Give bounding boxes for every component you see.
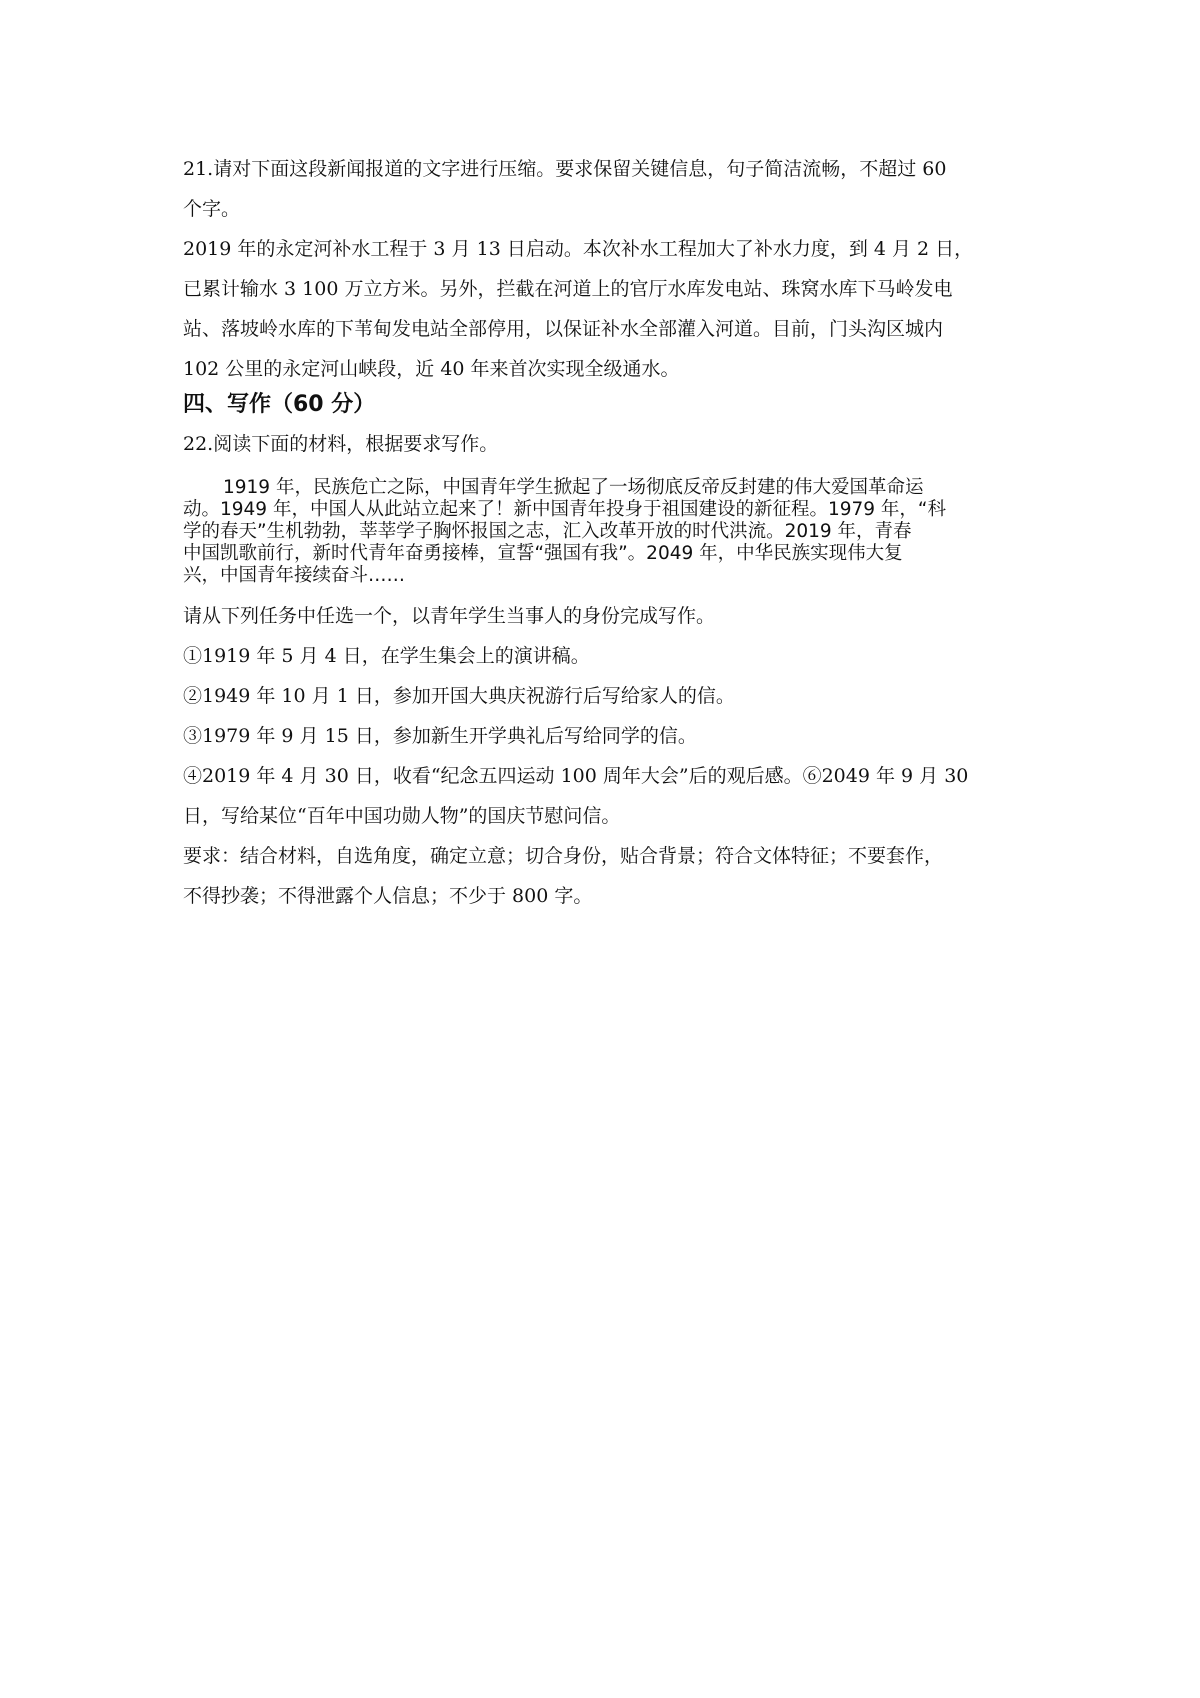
- task-option-4-line-2: 日，写给某位“百年中国功勋人物”的国庆节慰问信。: [183, 805, 621, 827]
- news-passage-line-3: 站、落坡岭水库的下苇甸发电站全部停用，以保证补水全部灌入河道。目前，门头沟区城内: [183, 318, 944, 340]
- section-heading-writing: 四、写作（60 分）: [183, 392, 376, 417]
- task-option-1: ①1919 年 5 月 4 日，在学生集会上的演讲稿。: [183, 645, 590, 667]
- material-line-2: 动。1949 年，中国人从此站立起来了！新中国青年投身于祖国建设的新征程。1979 年，“科: [183, 499, 947, 520]
- news-passage-line-4: 102 公里的永定河山峡段，近 40 年来首次实现全级通水。: [183, 358, 680, 380]
- requirements-line-1: 要求：结合材料，自选角度，确定立意；切合身份，贴合背景；符合文体特征；不要套作，: [183, 845, 944, 867]
- material-line-4: 中国凯歌前行，新时代青年奋勇接棒，宣誓“强国有我”。2049 年，中华民族实现伟大复: [183, 543, 903, 564]
- document-page: [183, 140, 1033, 907]
- question-21-prompt-line-1: 21.请对下面这段新闻报道的文字进行压缩。要求保留关键信息，句子简洁流畅，不超过 60: [183, 158, 947, 180]
- news-passage-line-2: 已累计输水 3 100 万立方米。另外，拦截在河道上的官厅水库发电站、珠窝水库下马岭发电: [183, 278, 953, 300]
- task-intro: 请从下列任务中任选一个，以青年学生当事人的身份完成写作。: [183, 605, 716, 627]
- question-22-intro: 22.阅读下面的材料，根据要求写作。: [183, 433, 499, 455]
- material-line-5: 兴，中国青年接续奋斗……: [183, 565, 406, 586]
- question-21-prompt-line-2: 个字。: [183, 198, 241, 220]
- task-option-2: ②1949 年 10 月 1 日，参加开国大典庆祝游行后写给家人的信。: [183, 685, 735, 707]
- news-passage-line-1: 2019 年的永定河补水工程于 3 月 13 日启动。本次补水工程加大了补水力度，到 4 月 2 日，: [183, 238, 974, 260]
- task-option-3: ③1979 年 9 月 15 日，参加新生开学典礼后写给同学的信。: [183, 725, 697, 747]
- requirements-line-2: 不得抄袭；不得泄露个人信息；不少于 800 字。: [183, 885, 593, 907]
- material-line-3: 学的春天”生机勃勃，莘莘学子胸怀报国之志，汇入改革开放的时代洪流。2019 年，青春: [183, 521, 912, 542]
- task-option-4-line-1: ④2019 年 4 月 30 日，收看“纪念五四运动 100 周年大会”后的观后感。⑥2049 年 9 月 30: [183, 765, 969, 787]
- material-line-1: 1919 年，民族危亡之际，中国青年学生掀起了一场彻底反帝反封建的伟大爱国革命运: [223, 477, 924, 498]
